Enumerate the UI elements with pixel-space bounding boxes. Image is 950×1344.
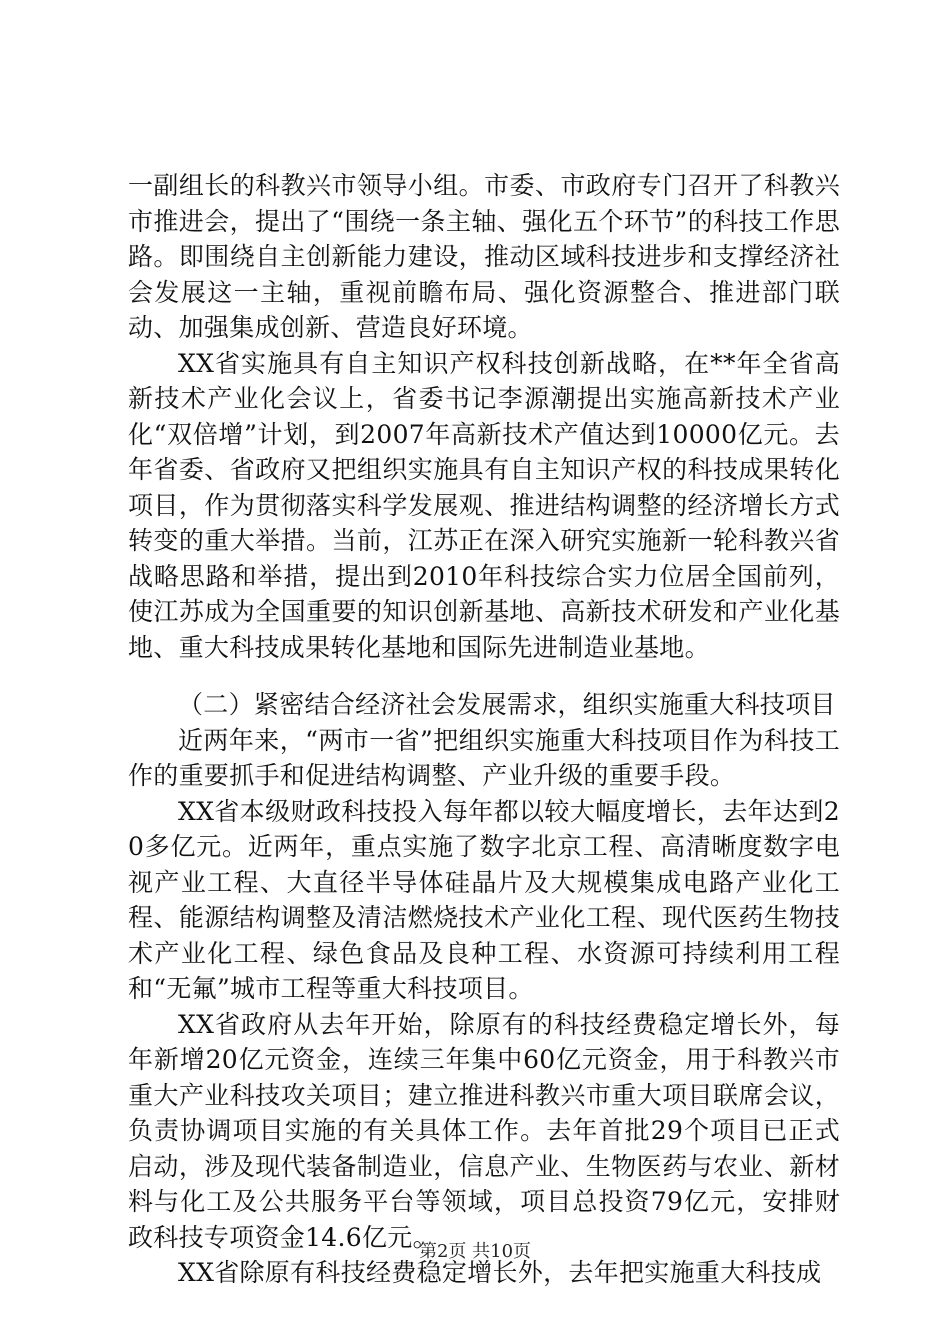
section-heading: （二）紧密结合经济社会发展需求，组织实施重大科技项目 xyxy=(178,690,836,719)
paragraph-continuation: 一副组长的科教兴市领导小组。市委、市政府专门召开了科教兴市推进会，提出了“围绕一条主轴、强化五个环节”的科技工作思路。即围绕自主创新能力建设，推动区域科技进步和支撑经济社会发展这一主轴，重视前瞻布局、强化资源整合、推进部门联动、加强集成创新、营造良好环境。 xyxy=(128,171,840,342)
page-footer xyxy=(0,1241,950,1263)
paragraph-government-funding: XX省政府从去年开始，除原有的科技经费稳定增长外，每年新增20亿元资金，连续三年集中60亿元资金，用于科教兴市重大产业科技攻关项目；建立推进科教兴市重大项目联席会议，负责协调项目实施的有关具体工作。去年首批29个项目已正式启动，涉及现代装备制造业，信息产业、生物医药与农业、新材料与化工及公共服务平台等领域，项目总投资79亿元，安排财政科技专项资金14.6亿元。 xyxy=(128,1009,840,1252)
paragraph-province-strategy: XX省实施具有自主知识产权科技创新战略，在**年全省高新技术产业化会议上，省委书记李源潮提出实施高新技术产业化“双倍增”计划，到2007年高新技术产值达到10000亿元。去年省委、省政府又把组织实施具有自主知识产权的科技成果转化项目，作为贯彻落实科学发展观、推进结构调整的经济增长方式转变的重大举措。当前，江苏正在深入研究实施新一轮科教兴省战略思路和举措，提出到2010年科技综合实力位居全国前列，使江苏成为全国重要的知识创新基地、高新技术研发和产业化基地、重大科技成果转化基地和国际先进制造业基地。 xyxy=(128,348,840,662)
document-body xyxy=(128,168,840,1291)
paragraph-truncated: XX省除原有科技经费稳定增长外，去年把实施重大科技成 xyxy=(178,1258,822,1287)
paragraph-finance-investment: XX省本级财政科技投入每年都以较大幅度增长，去年达到20多亿元。近两年，重点实施了数字北京工程、高清晰度数字电视产业工程、大直径半导体硅晶片及大规模集成电路产业化工程、能源结构调整及清洁燃烧技术产业化工程、现代医药生物技术产业化工程、绿色食品及良种工程、水资源可持续利用工程和“无氟”城市工程等重大科技项目。 xyxy=(128,796,840,1003)
paragraph-intro: 近两年来，“两市一省”把组织实施重大科技项目作为科技工作的重要抓手和促进结构调整、产业升级的重要手段。 xyxy=(128,725,840,790)
page-number-label: 第2页 共10页 xyxy=(418,1241,532,1262)
